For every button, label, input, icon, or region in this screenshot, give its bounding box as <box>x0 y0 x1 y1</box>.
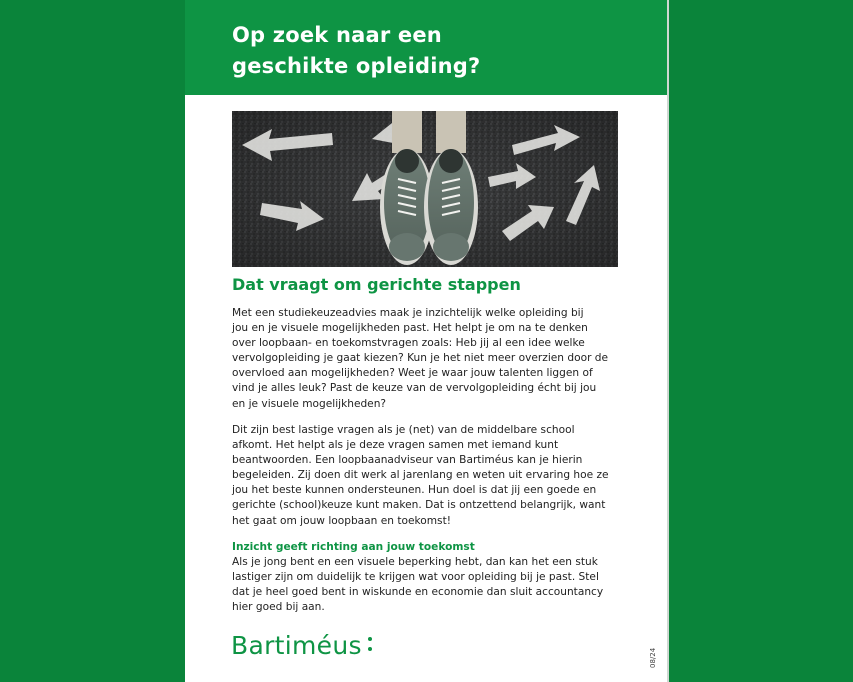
text-line: jou en je visuele mogelijkheden past. Het helpt je om na te denken <box>232 322 588 335</box>
text-line: jou het beste kunnen ondersteunen. Hun doel is dat jij een goede en <box>232 484 597 497</box>
text-line: overvloed aan mogelijkheden? Weet je waar jouw talenten liggen of <box>232 367 593 380</box>
text-line: vind je alles leuk? Past de keuze van de vervolgopleiding écht bij jou <box>232 382 597 395</box>
text-line: Als je jong bent en een visuele beperking hebt, dan kan het een stuk <box>232 556 598 568</box>
text-line: Met een studiekeuzeadvies maak je inzichtelijk welke opleiding bij <box>232 307 584 319</box>
section-heading: Dat vraagt om gerichte stappen <box>232 275 521 294</box>
insight-paragraph <box>232 555 622 615</box>
intro-paragraph <box>232 306 622 412</box>
text-line: het gaat om jouw loopbaan en toekomst! <box>232 514 451 527</box>
page-header <box>185 0 667 95</box>
hero-photo <box>232 111 618 267</box>
logo-dot <box>368 637 372 641</box>
advisor-paragraph <box>232 423 622 529</box>
text-line: hier goed bij aan. <box>232 601 325 614</box>
text-line: Dit zijn best lastige vragen als je (net) van de middelbare school <box>232 424 575 436</box>
text-line: begeleiden. Zij doen dit werk al jarenlang en weten uit ervaring hoe ze <box>232 469 609 482</box>
text-line: vervolgopleiding je gaat kiezen? Kun je het niet meer overzien door de <box>232 352 609 365</box>
brochure-page <box>185 0 667 682</box>
logo-colon-icon <box>368 637 372 651</box>
text-line: dat je heel goed bent in wiskunde en economie dan sluit accountancy <box>232 586 604 599</box>
logo-dot <box>368 647 372 651</box>
subsection-heading: Inzicht geeft richting aan jouw toekomst <box>232 541 475 553</box>
version-code: 08/24 <box>649 647 657 668</box>
page-title-line-2: geschikte opleiding? <box>232 54 481 78</box>
logo-text: Bartiméus <box>231 631 362 660</box>
text-line: over loopbaan- en toekomstvragen zoals: Heb jij al een idee welke <box>232 337 585 350</box>
page-title <box>232 20 652 82</box>
page-edge-shadow <box>667 0 669 682</box>
text-line: afkomt. Het helpt als je deze vragen samen met iemand kunt <box>232 439 559 452</box>
text-line: gerichte (school)keuze kunt maken. Dat is ontzettend belangrijk, want <box>232 499 606 512</box>
text-line: beantwoorden. Een loopbaanadviseur van Bartiméus kan je hierin <box>232 454 583 467</box>
text-line: en je visuele mogelijkheden? <box>232 397 387 410</box>
text-line: lastiger zijn om duidelijk te krijgen wat voor opleiding bij je past. Stel <box>232 571 599 584</box>
page-title-line-1: Op zoek naar een <box>232 23 442 47</box>
bartimeus-logo <box>231 628 372 664</box>
sneaker-right <box>424 149 478 265</box>
